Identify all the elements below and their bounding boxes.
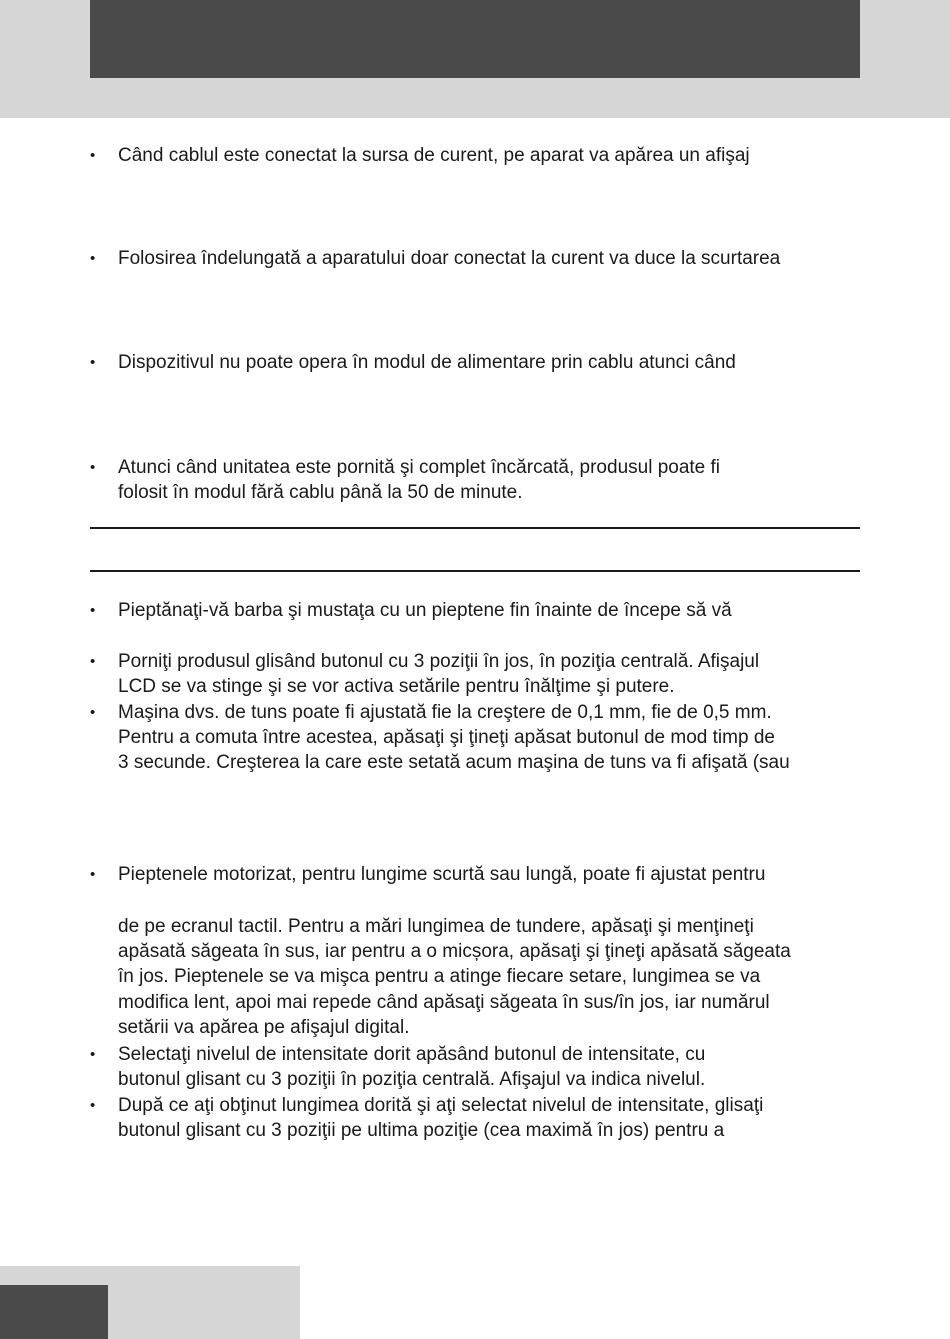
- list-item: [90, 598, 860, 623]
- text-line: setării va apărea pe afişajul digital.: [118, 1016, 410, 1038]
- list-item: [90, 862, 860, 887]
- text-line: modifica lent, apoi mai repede când apăsaţi săgeata în sus/în jos, iar numărul: [118, 991, 770, 1013]
- text-line: de pe ecranul tactil. Pentru a mări lungimea de tundere, apăsaţi şi menţineţi: [118, 916, 754, 937]
- paragraph-continuation: [90, 914, 860, 1040]
- list-item: [90, 143, 860, 168]
- text-line: 3 secunde. Creşterea la care este setată acum maşina de tuns va fi afişată (sau: [118, 752, 790, 774]
- text-line: După ce aţi obţinut lungimea dorită şi aţi selectat nivelul de intensitate, glisaţi: [118, 1095, 764, 1116]
- text-line: Pieptenele motorizat, pentru lungime scurtă sau lungă, poate fi ajustat pentru: [118, 864, 766, 885]
- list-item: [90, 455, 860, 505]
- bullet-icon: •: [90, 459, 96, 476]
- list-item: [90, 1042, 860, 1092]
- list-item: [90, 649, 860, 699]
- bullet-icon: •: [90, 866, 96, 883]
- text-line: Selectaţi nivelul de intensitate dorit apăsând butonul de intensitate, cu: [118, 1044, 706, 1065]
- header-title-bar: [90, 0, 860, 78]
- text-line: Atunci când unitatea este pornită şi complet încărcată, produsul poate fi: [118, 457, 721, 478]
- bullet-icon: •: [90, 704, 96, 721]
- bullet-icon: •: [90, 1097, 96, 1114]
- section-divider-top: [90, 527, 860, 529]
- text-line: Folosirea îndelungată a aparatului doar conectat la curent va duce la scurtarea: [118, 248, 781, 269]
- text-line: apăsată săgeata în sus, iar pentru a o micșora, apăsaţi şi ţineţi apăsată săgeata: [118, 941, 791, 963]
- list-item: [90, 700, 860, 776]
- list-item: [90, 1093, 860, 1143]
- bullet-icon: •: [90, 250, 96, 267]
- section-divider-bottom: [90, 570, 860, 572]
- bullet-icon: •: [90, 1046, 96, 1063]
- page-number-box: [0, 1285, 108, 1339]
- text-line: LCD se va stinge şi se vor activa setările pentru înălţime şi putere.: [118, 676, 675, 698]
- bullet-icon: •: [90, 147, 96, 164]
- bullet-icon: •: [90, 602, 96, 619]
- list-item: [90, 350, 860, 375]
- text-line: Când cablul este conectat la sursa de curent, pe aparat va apărea un afişaj: [118, 145, 750, 166]
- text-line: Pieptănaţi-vă barba şi mustaţa cu un pieptene fin înainte de începe să vă: [118, 600, 732, 621]
- text-line: Pentru a comuta între acestea, apăsaţi şi ţineţi apăsat butonul de mod timp de: [118, 727, 775, 749]
- bullet-icon: •: [90, 354, 96, 371]
- text-line: Porniţi produsul glisând butonul cu 3 poziţii în jos, în poziţia centrală. Afişajul: [118, 651, 760, 672]
- list-item: [90, 246, 860, 271]
- text-line: Dispozitivul nu poate opera în modul de alimentare prin cablu atunci când: [118, 352, 736, 373]
- text-line: Maşina dvs. de tuns poate fi ajustată fie la creştere de 0,1 mm, fie de 0,5 mm.: [118, 702, 772, 723]
- text-line: folosit în modul fără cablu până la 50 de minute.: [118, 482, 523, 504]
- text-line: butonul glisant cu 3 poziţii în poziţia centrală. Afişajul va indica nivelul.: [118, 1069, 706, 1091]
- bullet-icon: •: [90, 653, 96, 670]
- text-line: în jos. Pieptenele se va mişca pentru a atinge fiecare setare, lungimea se va: [118, 966, 761, 988]
- text-line: butonul glisant cu 3 poziţii pe ultima poziţie (cea maximă în jos) pentru a: [118, 1120, 725, 1142]
